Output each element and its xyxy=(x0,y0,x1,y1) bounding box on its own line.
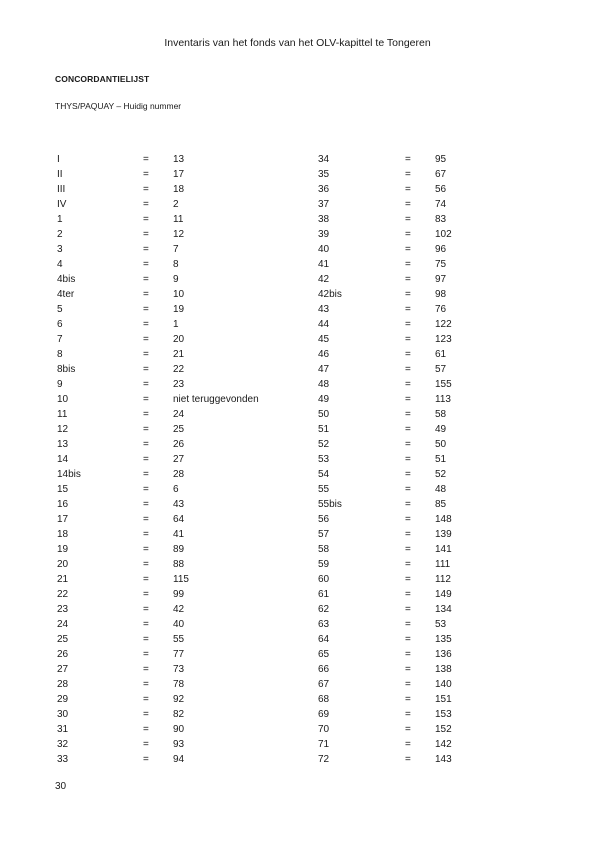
equals-sign: = xyxy=(405,409,411,420)
old-number: 64 xyxy=(318,634,330,645)
equals-sign: = xyxy=(143,499,149,510)
equals-sign: = xyxy=(405,304,411,315)
old-number: 49 xyxy=(318,394,330,405)
current-number: 89 xyxy=(173,544,185,555)
equals-sign: = xyxy=(405,724,411,735)
old-number: 23 xyxy=(57,604,69,615)
current-number: 88 xyxy=(173,559,185,570)
equals-sign: = xyxy=(143,709,149,720)
current-number: 96 xyxy=(435,244,447,255)
equals-sign: = xyxy=(405,664,411,675)
equals-sign: = xyxy=(143,214,149,225)
current-number: 92 xyxy=(173,694,185,705)
old-number: 5 xyxy=(57,304,63,315)
old-number: 58 xyxy=(318,544,330,555)
old-number: 43 xyxy=(318,304,330,315)
equals-sign: = xyxy=(143,454,149,465)
equals-sign: = xyxy=(405,184,411,195)
old-number: 31 xyxy=(57,724,69,735)
old-number: 62 xyxy=(318,604,330,615)
current-number: 22 xyxy=(173,364,185,375)
old-number: 14 xyxy=(57,454,69,465)
old-number: IV xyxy=(57,199,67,210)
equals-sign: = xyxy=(405,739,411,750)
current-number: 90 xyxy=(173,724,185,735)
current-number: 57 xyxy=(435,364,447,375)
equals-sign: = xyxy=(405,334,411,345)
old-number: 10 xyxy=(57,394,69,405)
old-number: 20 xyxy=(57,559,69,570)
equals-sign: = xyxy=(405,589,411,600)
old-number: 32 xyxy=(57,739,69,750)
current-number: 52 xyxy=(435,469,447,480)
old-number: 70 xyxy=(318,724,330,735)
old-number: 65 xyxy=(318,649,330,660)
old-number: 42 xyxy=(318,274,330,285)
equals-sign: = xyxy=(405,244,411,255)
current-number: 6 xyxy=(173,484,179,495)
current-number: 149 xyxy=(435,589,452,600)
current-number: 143 xyxy=(435,754,452,765)
equals-sign: = xyxy=(405,349,411,360)
old-number: 40 xyxy=(318,244,330,255)
current-number: 50 xyxy=(435,439,447,450)
equals-sign: = xyxy=(405,439,411,450)
equals-sign: = xyxy=(405,289,411,300)
equals-sign: = xyxy=(143,664,149,675)
current-number: 58 xyxy=(435,409,447,420)
old-number: 68 xyxy=(318,694,330,705)
page-number: 30 xyxy=(55,781,67,792)
equals-sign: = xyxy=(405,529,411,540)
equals-sign: = xyxy=(143,739,149,750)
old-number: 8bis xyxy=(57,364,76,375)
old-number: 19 xyxy=(57,544,69,555)
old-number: 8 xyxy=(57,349,63,360)
current-number: 17 xyxy=(173,169,185,180)
current-number: 43 xyxy=(173,499,185,510)
current-number: 9 xyxy=(173,274,179,285)
equals-sign: = xyxy=(143,484,149,495)
old-number: 13 xyxy=(57,439,69,450)
equals-sign: = xyxy=(143,304,149,315)
equals-sign: = xyxy=(143,274,149,285)
old-number: 28 xyxy=(57,679,69,690)
current-number: 42 xyxy=(173,604,185,615)
old-number: 66 xyxy=(318,664,330,675)
section-subtitle: THYS/PAQUAY – Huidig nummer xyxy=(55,101,182,111)
old-number: 71 xyxy=(318,739,330,750)
current-number: 10 xyxy=(173,289,185,300)
current-number: 152 xyxy=(435,724,452,735)
old-number: 46 xyxy=(318,349,330,360)
equals-sign: = xyxy=(143,334,149,345)
current-number: 74 xyxy=(435,199,447,210)
current-number: 141 xyxy=(435,544,452,555)
current-number: 148 xyxy=(435,514,452,525)
old-number: 30 xyxy=(57,709,69,720)
current-number: 49 xyxy=(435,424,447,435)
old-number: 16 xyxy=(57,499,69,510)
equals-sign: = xyxy=(405,544,411,555)
old-number: 4ter xyxy=(57,289,75,300)
current-number: 64 xyxy=(173,514,185,525)
old-number: 50 xyxy=(318,409,330,420)
equals-sign: = xyxy=(143,379,149,390)
current-number: 155 xyxy=(435,379,452,390)
current-number: 23 xyxy=(173,379,185,390)
current-number: 25 xyxy=(173,424,185,435)
current-number: 123 xyxy=(435,334,452,345)
current-number: 73 xyxy=(173,664,185,675)
equals-sign: = xyxy=(143,694,149,705)
current-number: 75 xyxy=(435,259,447,270)
current-number: 41 xyxy=(173,529,185,540)
equals-sign: = xyxy=(405,199,411,210)
equals-sign: = xyxy=(405,499,411,510)
current-number: 21 xyxy=(173,349,185,360)
old-number: 35 xyxy=(318,169,330,180)
equals-sign: = xyxy=(143,589,149,600)
equals-sign: = xyxy=(405,214,411,225)
old-number: 59 xyxy=(318,559,330,570)
current-number: 48 xyxy=(435,484,447,495)
old-number: 12 xyxy=(57,424,69,435)
equals-sign: = xyxy=(405,634,411,645)
equals-sign: = xyxy=(143,394,149,405)
current-number: 27 xyxy=(173,454,185,465)
equals-sign: = xyxy=(143,229,149,240)
current-number: 53 xyxy=(435,619,447,630)
old-number: 6 xyxy=(57,319,63,330)
equals-sign: = xyxy=(143,199,149,210)
old-number: 53 xyxy=(318,454,330,465)
running-header: Inventaris van het fonds van het OLV-kapittel te Tongeren xyxy=(164,37,431,49)
equals-sign: = xyxy=(405,679,411,690)
old-number: 33 xyxy=(57,754,69,765)
current-number: 8 xyxy=(173,259,179,270)
old-number: 42bis xyxy=(318,289,342,300)
equals-sign: = xyxy=(405,484,411,495)
old-number: 41 xyxy=(318,259,330,270)
current-number: 153 xyxy=(435,709,452,720)
current-number: 112 xyxy=(435,574,451,585)
old-number: 39 xyxy=(318,229,330,240)
equals-sign: = xyxy=(143,424,149,435)
equals-sign: = xyxy=(143,619,149,630)
old-number: 11 xyxy=(57,409,68,420)
old-number: 55bis xyxy=(318,499,342,510)
old-number: 69 xyxy=(318,709,330,720)
current-number: 134 xyxy=(435,604,452,615)
current-number: 94 xyxy=(173,754,185,765)
old-number: 3 xyxy=(57,244,63,255)
old-number: III xyxy=(57,184,66,195)
old-number: 25 xyxy=(57,634,69,645)
old-number: 47 xyxy=(318,364,330,375)
current-number: 24 xyxy=(173,409,185,420)
equals-sign: = xyxy=(143,724,149,735)
equals-sign: = xyxy=(405,424,411,435)
current-number: 111 xyxy=(435,559,451,570)
equals-sign: = xyxy=(143,559,149,570)
equals-sign: = xyxy=(405,364,411,375)
equals-sign: = xyxy=(143,604,149,615)
equals-sign: = xyxy=(405,379,411,390)
old-number: 61 xyxy=(318,589,330,600)
current-number: 151 xyxy=(435,694,452,705)
equals-sign: = xyxy=(143,574,149,585)
equals-sign: = xyxy=(405,319,411,330)
old-number: 48 xyxy=(318,379,330,390)
current-number: 138 xyxy=(435,664,452,675)
current-number: 83 xyxy=(435,214,447,225)
old-number: 29 xyxy=(57,694,69,705)
equals-sign: = xyxy=(405,694,411,705)
current-number: 135 xyxy=(435,634,452,645)
old-number: 36 xyxy=(318,184,330,195)
old-number: 34 xyxy=(318,154,330,165)
current-number: 139 xyxy=(435,529,452,540)
old-number: 44 xyxy=(318,319,330,330)
current-number: 20 xyxy=(173,334,185,345)
old-number: 57 xyxy=(318,529,330,540)
old-number: 9 xyxy=(57,379,63,390)
old-number: 63 xyxy=(318,619,330,630)
current-number: 7 xyxy=(173,244,179,255)
equals-sign: = xyxy=(405,619,411,630)
current-number: 136 xyxy=(435,649,452,660)
current-number: 99 xyxy=(173,589,185,600)
old-number: 67 xyxy=(318,679,330,690)
current-number: 1 xyxy=(173,319,179,330)
current-number: 85 xyxy=(435,499,447,510)
equals-sign: = xyxy=(143,319,149,330)
old-number: 18 xyxy=(57,529,69,540)
equals-sign: = xyxy=(143,649,149,660)
equals-sign: = xyxy=(405,649,411,660)
current-number: 93 xyxy=(173,739,185,750)
equals-sign: = xyxy=(405,154,411,165)
current-number: 18 xyxy=(173,184,185,195)
old-number: 54 xyxy=(318,469,330,480)
equals-sign: = xyxy=(143,289,149,300)
current-number: 61 xyxy=(435,349,447,360)
equals-sign: = xyxy=(405,394,411,405)
current-number: 55 xyxy=(173,634,185,645)
equals-sign: = xyxy=(143,469,149,480)
current-number: 67 xyxy=(435,169,447,180)
equals-sign: = xyxy=(143,244,149,255)
old-number: 2 xyxy=(57,229,63,240)
equals-sign: = xyxy=(143,409,149,420)
equals-sign: = xyxy=(143,439,149,450)
old-number: 1 xyxy=(57,214,63,225)
old-number: 52 xyxy=(318,439,330,450)
old-number: 26 xyxy=(57,649,69,660)
equals-sign: = xyxy=(143,529,149,540)
current-number: 28 xyxy=(173,469,185,480)
current-number: 82 xyxy=(173,709,185,720)
current-number: 13 xyxy=(173,154,185,165)
equals-sign: = xyxy=(405,454,411,465)
current-number: 77 xyxy=(173,649,185,660)
old-number: 21 xyxy=(57,574,69,585)
equals-sign: = xyxy=(405,229,411,240)
current-number: 12 xyxy=(173,229,185,240)
current-number: 122 xyxy=(435,319,452,330)
equals-sign: = xyxy=(405,274,411,285)
current-number: 102 xyxy=(435,229,452,240)
equals-sign: = xyxy=(143,754,149,765)
equals-sign: = xyxy=(405,169,411,180)
equals-sign: = xyxy=(405,574,411,585)
current-number: 97 xyxy=(435,274,447,285)
equals-sign: = xyxy=(405,604,411,615)
equals-sign: = xyxy=(143,514,149,525)
current-number: 40 xyxy=(173,619,185,630)
current-number: 113 xyxy=(435,394,451,405)
current-number: 115 xyxy=(173,574,189,585)
old-number: 14bis xyxy=(57,469,81,480)
current-number: 76 xyxy=(435,304,447,315)
old-number: 15 xyxy=(57,484,69,495)
old-number: 22 xyxy=(57,589,69,600)
old-number: 27 xyxy=(57,664,69,675)
current-number: 95 xyxy=(435,154,447,165)
current-number: 142 xyxy=(435,739,452,750)
current-number: 11 xyxy=(173,214,184,225)
current-number: 98 xyxy=(435,289,447,300)
current-number: 78 xyxy=(173,679,185,690)
equals-sign: = xyxy=(143,364,149,375)
equals-sign: = xyxy=(405,559,411,570)
old-number: 60 xyxy=(318,574,330,585)
current-number: 140 xyxy=(435,679,452,690)
old-number: 7 xyxy=(57,334,63,345)
old-number: 55 xyxy=(318,484,330,495)
equals-sign: = xyxy=(143,349,149,360)
old-number: II xyxy=(57,169,63,180)
old-number: 37 xyxy=(318,199,330,210)
old-number: 45 xyxy=(318,334,330,345)
equals-sign: = xyxy=(405,259,411,270)
equals-sign: = xyxy=(143,259,149,270)
old-number: 24 xyxy=(57,619,69,630)
old-number: 38 xyxy=(318,214,330,225)
current-number: 56 xyxy=(435,184,447,195)
equals-sign: = xyxy=(143,169,149,180)
equals-sign: = xyxy=(143,544,149,555)
equals-sign: = xyxy=(143,679,149,690)
old-number: 4bis xyxy=(57,274,76,285)
current-number: 51 xyxy=(435,454,447,465)
equals-sign: = xyxy=(143,634,149,645)
equals-sign: = xyxy=(405,514,411,525)
equals-sign: = xyxy=(405,469,411,480)
old-number: 4 xyxy=(57,259,63,270)
section-title: CONCORDANTIELIJST xyxy=(55,74,150,84)
old-number: 51 xyxy=(318,424,330,435)
equals-sign: = xyxy=(405,754,411,765)
equals-sign: = xyxy=(405,709,411,720)
old-number: 72 xyxy=(318,754,330,765)
old-number: 56 xyxy=(318,514,330,525)
current-number: 2 xyxy=(173,199,179,210)
current-number: niet teruggevonden xyxy=(173,394,259,405)
old-number: I xyxy=(57,154,60,165)
equals-sign: = xyxy=(143,154,149,165)
equals-sign: = xyxy=(143,184,149,195)
current-number: 26 xyxy=(173,439,185,450)
current-number: 19 xyxy=(173,304,185,315)
old-number: 17 xyxy=(57,514,69,525)
